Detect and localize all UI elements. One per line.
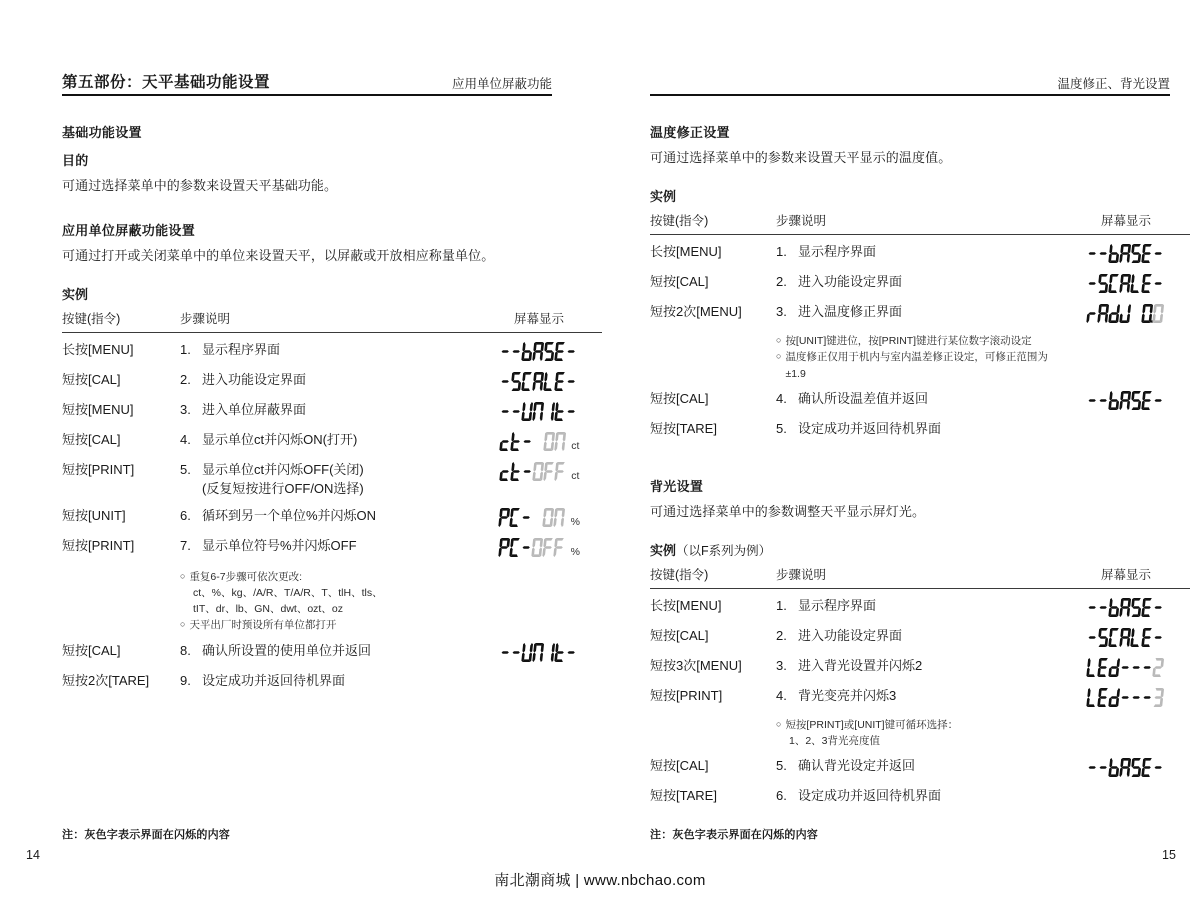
- right-runhead-subtitle: 温度修正、背光设置: [1057, 76, 1170, 91]
- step-description-text: 确认所设置的使用单位并返回: [202, 642, 372, 658]
- lcd-display: [499, 431, 580, 453]
- step-description-text: 设定成功并返回待机界面: [202, 672, 346, 688]
- step-description: [776, 787, 1062, 806]
- lcd-display: [498, 537, 580, 559]
- note-line: [776, 333, 1062, 349]
- note-gutter: [62, 567, 180, 634]
- table-row: [62, 529, 602, 559]
- left-feature-text: 可通过打开或关闭菜单中的单位来设置天平，以屏蔽或开放相应称量单位。: [62, 248, 495, 263]
- note-line: [180, 569, 476, 585]
- step-number: 6.: [180, 507, 191, 523]
- left-running-head: [62, 62, 552, 96]
- step-description: [776, 390, 1062, 409]
- table-row: [62, 453, 602, 499]
- left-purpose-text: 可通过选择菜单中的参数来设置天平基础功能。: [62, 178, 338, 193]
- step-description-text: 确认所设温差值并返回: [798, 390, 929, 406]
- step-number: 1.: [776, 597, 787, 613]
- lcd-display: [498, 507, 580, 529]
- step-description-text: 循环到另一个单位%并闪烁ON: [202, 507, 377, 523]
- backlight-step-table: [650, 565, 1190, 810]
- table-row: [62, 333, 602, 363]
- step-key-command: 短按3次[MENU]: [650, 657, 742, 673]
- note-line: [776, 733, 1062, 749]
- lcd-unit-suffix: %: [570, 545, 581, 558]
- note-line: [180, 601, 476, 617]
- step-description-line2: (反复短按进行OFF/ON选择): [202, 480, 364, 496]
- step-description-text: 显示单位ct并闪烁OFF(关闭) (反复短按进行OFF/ON选择): [202, 461, 364, 499]
- note-body: [180, 567, 476, 634]
- note-display-spacer: [1062, 333, 1190, 382]
- step-number: 8.: [180, 642, 191, 658]
- step-description: [180, 642, 476, 661]
- screen-display-cell: [1062, 303, 1190, 325]
- left-section-title: 基础功能设置: [62, 125, 142, 140]
- table-row: [650, 295, 1190, 325]
- step-description: [180, 507, 476, 526]
- step-key-command: 长按[MENU]: [650, 244, 722, 259]
- left-table-header-row: [62, 309, 602, 333]
- table-row: [62, 423, 602, 453]
- right-page: [650, 0, 1190, 906]
- temp-header-key: 按键(指令): [650, 214, 709, 228]
- note-text: 1、2、3背光亮度值: [789, 735, 881, 748]
- left-header-key: 按键(指令): [62, 312, 121, 326]
- step-description-text: 进入功能设定界面: [798, 274, 903, 289]
- table-row: [650, 619, 1190, 649]
- screen-display-cell: [476, 371, 602, 393]
- lcd-display: [1086, 657, 1167, 679]
- lcd-display: [499, 341, 580, 363]
- screen-display-cell: [476, 431, 602, 453]
- step-description: [776, 687, 1062, 706]
- step-key-command: 短按[CAL]: [62, 642, 121, 658]
- note-text: 按[UNIT]键进位，按[PRINT]键进行某位数字滚动设定: [785, 335, 1032, 347]
- step-number: 6.: [776, 788, 787, 804]
- screen-display-cell: [1062, 687, 1190, 709]
- screen-display-cell: [1062, 627, 1190, 649]
- step-key-command: 短按[UNIT]: [62, 507, 126, 523]
- note-line: [180, 617, 476, 633]
- lcd-unit-suffix: ct: [571, 470, 580, 482]
- step-number: 2.: [776, 274, 787, 289]
- step-key-command: 短按[PRINT]: [62, 462, 135, 477]
- note-text: tIT、dr、lb、GN、dwt、ozt、oz: [193, 603, 343, 616]
- step-number: 4.: [776, 390, 787, 406]
- step-key-command: 短按[TARE]: [650, 788, 717, 804]
- step-description: [180, 431, 476, 450]
- backlight-table-header-row: [650, 565, 1190, 589]
- screen-display-cell: [476, 537, 602, 559]
- step-number: 5.: [180, 462, 191, 477]
- step-number: 1.: [180, 342, 191, 357]
- left-runhead-title: 第五部份：天平基础功能设置: [62, 73, 271, 91]
- backlight-header-key: 按键(指令): [650, 567, 709, 582]
- table-row: [62, 499, 602, 529]
- lcd-display: [1086, 303, 1167, 325]
- left-runhead-subtitle: 应用单位屏蔽功能: [451, 76, 552, 91]
- screen-display-cell: [1062, 757, 1190, 779]
- step-number: 2.: [776, 627, 787, 643]
- circle-bullet-icon: ○: [180, 570, 186, 581]
- step-description: [180, 341, 476, 360]
- temp-table-body-2: [650, 382, 1190, 442]
- left-header-display: 屏幕显示: [513, 312, 564, 326]
- lcd-display: [499, 371, 580, 393]
- temp-text: 可通过选择菜单中的参数来设置天平显示的温度值。: [650, 150, 952, 165]
- table-row: [650, 235, 1190, 265]
- table-row: [650, 679, 1190, 709]
- table-row: [62, 393, 602, 423]
- step-description-text: 显示程序界面: [798, 597, 877, 613]
- step-description-text: 背光变亮并闪烁3: [798, 687, 897, 703]
- lcd-display: [1086, 273, 1167, 295]
- note-gutter: [650, 333, 776, 382]
- table-row: [650, 382, 1190, 412]
- note-body: [776, 717, 1062, 750]
- step-key-command: 长按[MENU]: [650, 597, 722, 613]
- screen-display-cell: [1062, 657, 1190, 679]
- right-footnote: 注：灰色字表示界面在闪烁的内容: [650, 829, 818, 841]
- note-row: [650, 325, 1190, 382]
- temp-table-body: [650, 235, 1190, 325]
- step-description: [776, 420, 1062, 439]
- step-description-text: 进入背光设置并闪烁2: [798, 657, 923, 673]
- temp-example-label: 实例: [650, 189, 677, 204]
- table-row: [650, 589, 1190, 619]
- note-text: 重复6-7步骤可依次更改:: [189, 570, 303, 583]
- step-number: 3.: [776, 657, 787, 673]
- step-description: [180, 537, 476, 556]
- screen-display-cell: [476, 341, 602, 363]
- lcd-display: [1086, 243, 1167, 265]
- step-description: [776, 597, 1062, 616]
- screen-display-cell: [476, 507, 602, 529]
- step-description-text: 进入功能设定界面: [202, 372, 307, 387]
- backlight-table-body-2: [650, 749, 1190, 809]
- note-text: 短按[PRINT]或[UNIT]键可循环选择：: [785, 718, 959, 731]
- left-page: [62, 0, 602, 906]
- step-description-text: 进入温度修正界面: [798, 304, 903, 319]
- left-folio: 14: [26, 848, 40, 862]
- step-key-command: 短按2次[MENU]: [650, 304, 742, 319]
- backlight-text: 可通过选择菜单中的参数调整天平显示屏灯光。: [650, 503, 926, 519]
- step-number: 5.: [776, 758, 787, 774]
- lcd-display: [499, 642, 580, 664]
- step-key-command: 短按[CAL]: [650, 274, 709, 289]
- step-description: [776, 627, 1062, 646]
- backlight-header-desc: 步骤说明: [776, 567, 827, 582]
- step-number: 7.: [180, 537, 191, 553]
- site-credit: 南北潮商城 | www.nbchao.com: [494, 872, 706, 889]
- lcd-display: [1086, 687, 1167, 709]
- step-description-text: 显示单位符号%并闪烁OFF: [202, 537, 357, 553]
- backlight-example-word: 实例: [650, 542, 677, 558]
- left-example-label: 实例: [62, 287, 89, 302]
- circle-bullet-icon: ○: [180, 619, 186, 630]
- note-row: [62, 559, 602, 634]
- step-key-command: 长按[MENU]: [62, 342, 134, 357]
- screen-display-cell: [476, 401, 602, 423]
- left-header-desc: 步骤说明: [180, 312, 231, 326]
- circle-bullet-icon: ○: [776, 335, 782, 345]
- step-key-command: 短按[PRINT]: [650, 687, 723, 703]
- left-feature-heading: 应用单位屏蔽功能设置: [62, 223, 196, 238]
- step-description: [776, 273, 1062, 292]
- note-text: 天平出厂时预设所有单位都打开: [189, 619, 337, 632]
- step-key-command: 短按[CAL]: [650, 758, 709, 774]
- step-description: [180, 401, 476, 420]
- temp-header-display: 屏幕显示: [1100, 214, 1151, 228]
- note-line: [776, 717, 1062, 733]
- step-key-command: 短按[MENU]: [62, 402, 134, 417]
- step-key-command: 短按[CAL]: [650, 390, 709, 406]
- lcd-display: [499, 401, 580, 423]
- backlight-table-notes: [650, 709, 1190, 750]
- left-table-notes: [62, 559, 602, 634]
- backlight-example-label: [650, 540, 1190, 559]
- note-line: [776, 349, 1062, 382]
- note-gutter: [650, 717, 776, 750]
- step-description-text: 设定成功并返回待机界面: [798, 420, 942, 436]
- screen-display-cell: [1062, 390, 1190, 412]
- step-description-text: 设定成功并返回待机界面: [798, 788, 942, 804]
- screen-display-cell: [1062, 243, 1190, 265]
- step-key-command: 短按[CAL]: [62, 432, 121, 447]
- note-line: [180, 585, 476, 601]
- step-number: 3.: [180, 402, 191, 417]
- step-number: 4.: [180, 432, 191, 447]
- note-body: [776, 333, 1062, 382]
- temp-table-notes: [650, 325, 1190, 382]
- temp-header-desc: 步骤说明: [776, 214, 827, 228]
- temp-step-table: [650, 211, 1190, 442]
- step-description: [180, 461, 476, 499]
- lcd-display: [499, 461, 580, 483]
- step-description-text: 进入单位屏蔽界面: [202, 402, 307, 417]
- step-description: [776, 303, 1062, 322]
- step-key-command: 短按[TARE]: [650, 420, 717, 436]
- circle-bullet-icon: ○: [776, 718, 782, 729]
- step-number: 1.: [776, 244, 787, 259]
- step-description: [776, 243, 1062, 262]
- note-display-spacer: [476, 567, 602, 634]
- left-table-body-2: [62, 634, 602, 694]
- backlight-table-body: [650, 589, 1190, 709]
- screen-display-cell: [476, 642, 602, 664]
- note-text: ct、%、kg、/A/R、T/A/R、T、tlH、tls、: [193, 586, 383, 599]
- step-number: 2.: [180, 372, 191, 387]
- left-purpose-heading: 目的: [62, 153, 89, 168]
- table-row: [650, 412, 1190, 442]
- table-row: [650, 749, 1190, 779]
- step-description-text: 显示程序界面: [202, 342, 281, 357]
- screen-display-cell: [476, 461, 602, 483]
- table-row: [62, 634, 602, 664]
- screen-display-cell: [1062, 597, 1190, 619]
- left-footnote: 注：灰色字表示界面在闪烁的内容: [62, 829, 230, 841]
- step-key-command: 短按[PRINT]: [62, 537, 135, 553]
- step-key-command: 短按[CAL]: [62, 372, 121, 387]
- table-row: [650, 779, 1190, 809]
- step-number: 9.: [180, 672, 191, 688]
- lcd-unit-suffix: %: [570, 515, 581, 528]
- temp-heading: 温度修正设置: [650, 125, 730, 140]
- table-row: [650, 265, 1190, 295]
- step-description-text: 进入功能设定界面: [798, 627, 903, 643]
- table-row: [650, 649, 1190, 679]
- step-number: 5.: [776, 420, 787, 436]
- backlight-header-display: 屏幕显示: [1100, 567, 1151, 582]
- lcd-display: [1086, 757, 1167, 779]
- table-row: [62, 363, 602, 393]
- step-description: [776, 757, 1062, 776]
- lcd-unit-suffix: ct: [571, 440, 580, 452]
- note-text: 温度修正仅用于机内与室内温差修正设定，可修正范围为±1.9: [785, 351, 1048, 380]
- circle-bullet-icon: ○: [776, 351, 782, 362]
- screen-display-cell: [1062, 273, 1190, 295]
- step-description-text: 确认背光设定并返回: [798, 758, 916, 774]
- backlight-heading: 背光设置: [650, 478, 704, 494]
- left-table-body: [62, 333, 602, 559]
- step-key-command: 短按[CAL]: [650, 627, 709, 643]
- step-description: [776, 657, 1062, 676]
- step-number: 4.: [776, 687, 787, 703]
- note-display-spacer: [1062, 717, 1190, 750]
- right-folio: 15: [1162, 848, 1176, 862]
- step-number: 3.: [776, 304, 787, 319]
- note-row: [650, 709, 1190, 750]
- step-key-command: 短按2次[TARE]: [62, 672, 150, 688]
- table-row: [62, 664, 602, 694]
- lcd-display: [1086, 597, 1167, 619]
- step-description-text: 显示程序界面: [798, 244, 877, 259]
- left-step-table: [62, 309, 602, 694]
- lcd-display: [1086, 627, 1167, 649]
- step-description: [180, 371, 476, 390]
- right-running-head: [650, 62, 1170, 96]
- step-description: [180, 672, 476, 691]
- step-description-text: 显示单位ct并闪烁ON(打开): [202, 432, 358, 447]
- backlight-example-suffix: （以F系列为例）: [676, 543, 772, 558]
- lcd-display: [1086, 390, 1167, 412]
- temp-table-header-row: [650, 211, 1190, 235]
